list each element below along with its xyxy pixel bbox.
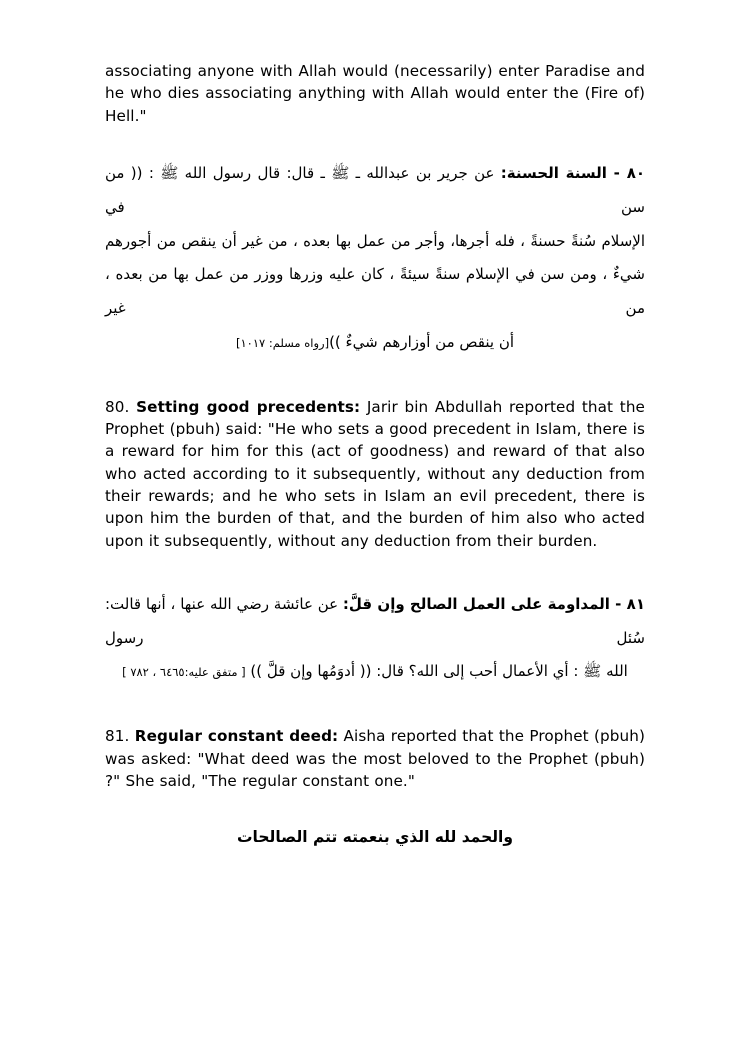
hadith-81-arabic-heading: ٨١ - المداومة على العمل الصالح وإن قلَّ: [342, 594, 645, 613]
hadith-80-english-paragraph [105, 396, 645, 552]
hadith-80-arabic-line-1-rest: عن جرير بن عبدالله ـ ﷺ ـ قال: قال رسول الله ﷺ : (( من سن في [105, 164, 645, 216]
closing-supplication: والحمد لله الذي بنعمته تتم الصالحات [236, 828, 514, 847]
hadith-81-arabic-line-2-text: الله ﷺ : أي الأعمال أحب إلى الله؟ قال: (( أدوَمُها وإن قلَّ )) [250, 662, 628, 681]
spacer [105, 127, 645, 157]
hadith-81-title: Regular constant deed: [134, 727, 339, 746]
hadith-81-arabic-line-2 [105, 655, 645, 689]
hadith-80-arabic-line-3: شيءٌ ، ومن سن في الإسلام سنةً سيئةً ، كان عليه وزرها ووزر من عمل بها من بعده ، من غير [105, 265, 645, 318]
hadith-80-arabic-line-2: الإسلام سُنةً حسنةً ، فله أجرها، وأجر من عمل بها بعده ، من غير أن ينقص من أجورهم [105, 231, 645, 250]
hadith-80-citation: [رواه مسلم: ١٠١٧] [235, 335, 330, 350]
spacer [105, 552, 645, 588]
page-content-column [105, 60, 645, 846]
hadith-80-title: Setting good precedents: [136, 397, 361, 416]
hadith-81-citation: [ متفق عليه:٦٤٦٥ ، ٧٨٢ ] [122, 665, 246, 680]
hadith-80-arabic-line-4-text: أن ينقص من أوزارهم شيءٌ )) [329, 332, 515, 351]
hadith-81-number: 81. [105, 727, 130, 746]
hadith-81-body: Aisha reported that the Prophet (pbuh) was asked: "What deed was the most beloved to the Prophet (pbuh) ?" She said, "The regular constant one." [105, 727, 645, 790]
hadith-80-arabic-line-1 [105, 157, 645, 225]
hadith-80-arabic-line-4 [105, 326, 645, 360]
hadith-80-number: 80. [105, 397, 130, 416]
continuation-paragraph: associating anyone with Allah would (necessarily) enter Paradise and he who dies associating anything with Allah would enter the (Fire of) Hell." [105, 62, 645, 125]
hadith-80-body: Jarir bin Abdullah reported that the Prophet (pbuh) said: "He who sets a good precedent in Islam, there is a reward for him for this (act of goodness) and reward of that also who acted according to it subsequently, without any deduction from their rewards; and he who sets in Islam an evil precedent, there is upon him the burden of that, and the burden of him also who acted upon it subsequently, without any deduction from their burden. [105, 397, 645, 550]
hadith-80-arabic-heading: ٨٠ - السنة الحسنة: [500, 164, 646, 183]
spacer [105, 689, 645, 725]
hadith-81-english-paragraph [105, 725, 645, 792]
spacer [105, 792, 645, 828]
spacer [105, 360, 645, 396]
hadith-81-arabic-line-1 [105, 588, 645, 656]
hadith-80-arabic-block [105, 157, 645, 360]
hadith-81-arabic-line-1-rest: عن عائشة رضي الله عنها ، أنها قالت: سُئل رسول [105, 594, 645, 647]
hadith-81-arabic-block [105, 588, 645, 689]
